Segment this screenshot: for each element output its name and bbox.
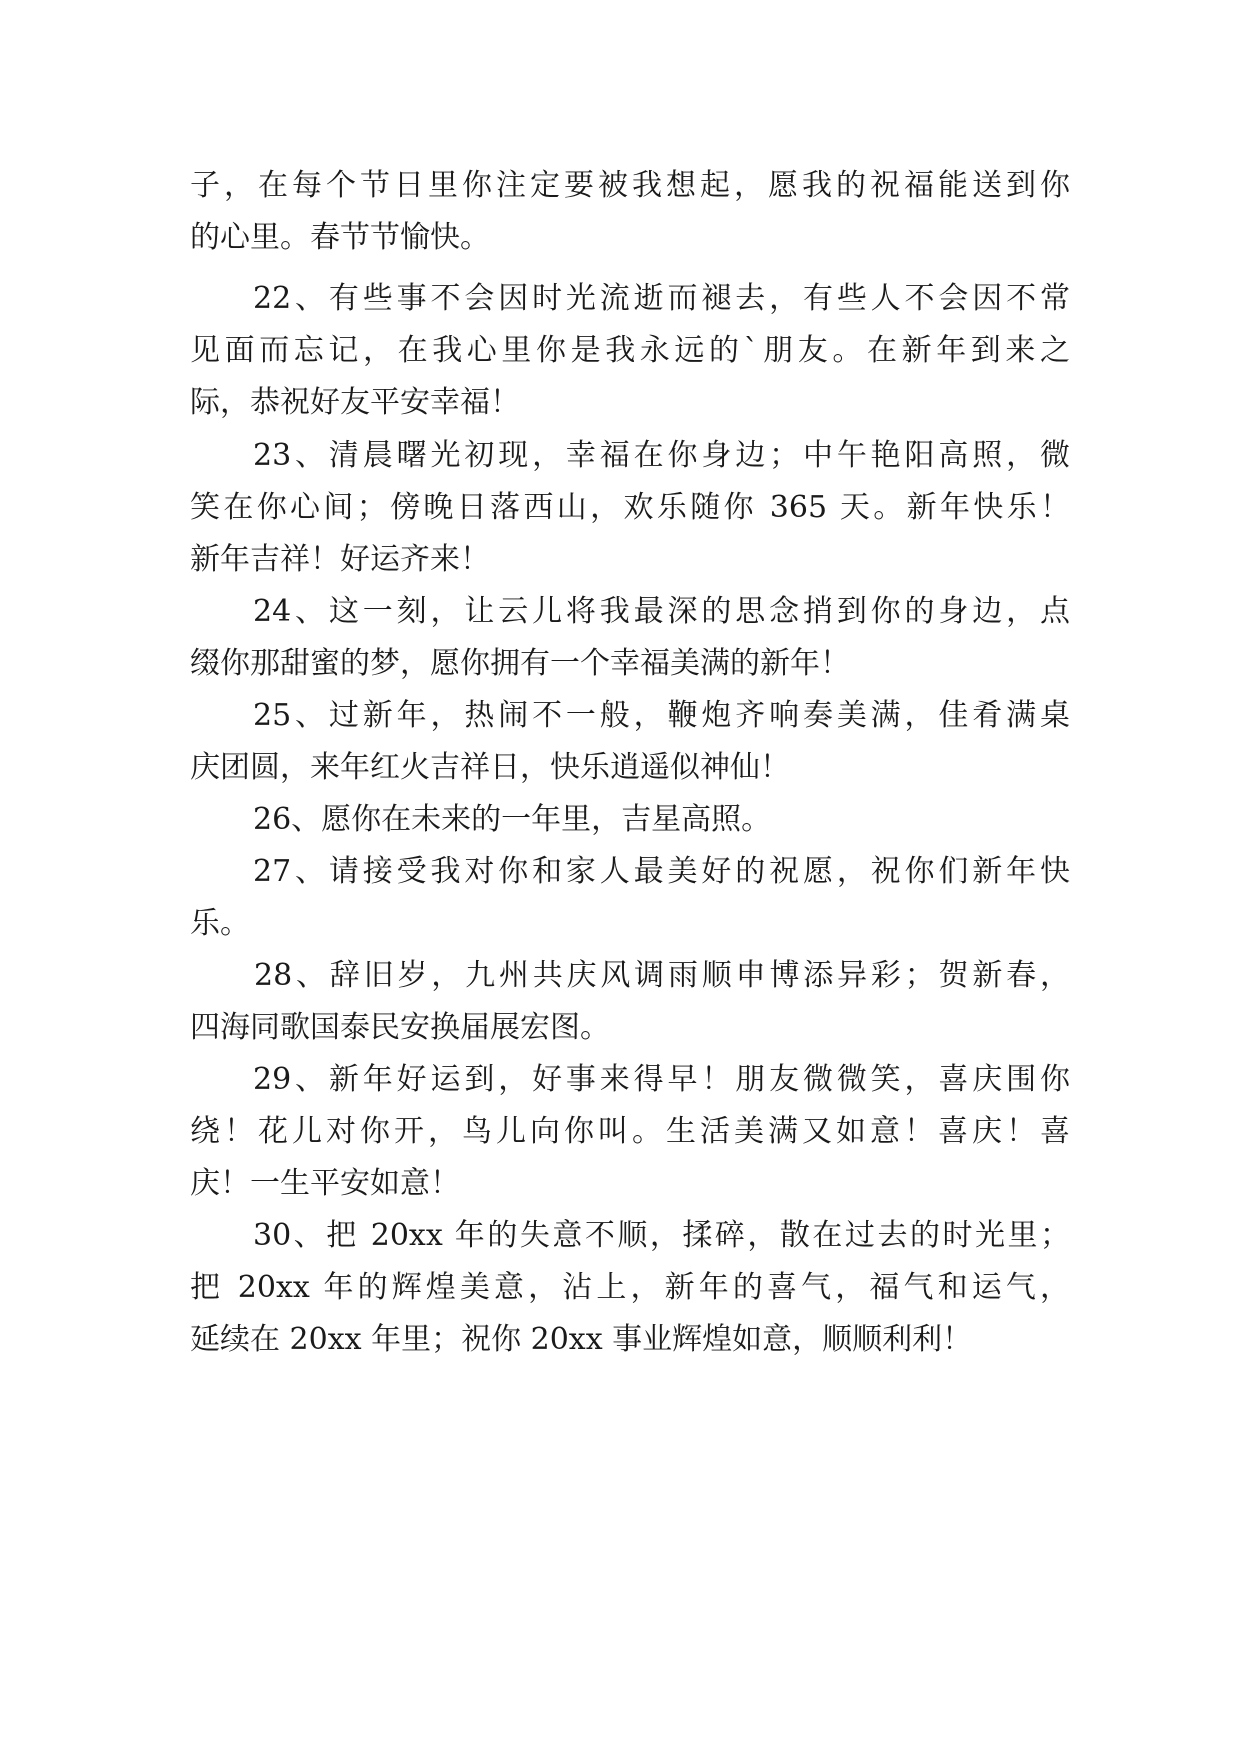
paragraph-25-line: 25、过新年，热闹不一般，鞭炮齐响奏美满，佳肴满桌 [253,698,1070,733]
text-line: 新年吉祥！好运齐来！ [190,542,490,577]
text-line: 绕！花儿对你开，鸟儿向你叫。生活美满又如意！喜庆！喜 [190,1114,1070,1149]
text-line: 际，恭祝好友平安幸福！ [190,385,520,420]
paragraph-29-line: 29、新年好运到，好事来得早！朋友微微笑，喜庆围你 [253,1062,1070,1097]
paragraph-26-line: 26、愿你在未来的一年里，吉星高照。 [253,802,772,837]
text-line: 四海同歌国泰民安换届展宏图。 [190,1010,610,1045]
text-line: 庆！一生平安如意！ [190,1166,460,1201]
text-line: 把 20xx 年的辉煌美意，沾上，新年的喜气，福气和运气， [190,1270,1070,1305]
text-line: 见面而忘记，在我心里你是我永远的`朋友。在新年到来之 [190,333,1070,368]
text-line: 乐。 [190,906,250,941]
text-line: 的心里。春节节愉快。 [190,220,490,255]
text-line: 延续在 20xx 年里；祝你 20xx 事业辉煌如意，顺顺利利！ [190,1322,973,1357]
paragraph-22-line: 22、有些事不会因时光流逝而褪去，有些人不会因不常 [253,281,1070,316]
text-line: 笑在你心间；傍晚日落西山，欢乐随你 365 天。新年快乐！ [190,490,1070,525]
paragraph-28-line: 28、辞旧岁，九州共庆风调雨顺申博添异彩；贺新春， [254,958,1070,993]
paragraph-27-line: 27、请接受我对你和家人最美好的祝愿，祝你们新年快 [253,854,1070,889]
text-line: 缀你那甜蜜的梦，愿你拥有一个幸福美满的新年！ [190,646,850,681]
paragraph-23-line: 23、清晨曙光初现，幸福在你身边；中午艳阳高照，微 [253,438,1070,473]
text-line: 庆团圆，来年红火吉祥日，快乐逍遥似神仙！ [190,750,790,785]
paragraph-24-line: 24、这一刻，让云儿将我最深的思念捎到你的身边，点 [253,594,1070,629]
paragraph-30-line: 30、把 20xx 年的失意不顺，揉碎，散在过去的时光里； [253,1218,1070,1253]
text-line: 子，在每个节日里你注定要被我想起，愿我的祝福能送到你 [190,168,1070,203]
